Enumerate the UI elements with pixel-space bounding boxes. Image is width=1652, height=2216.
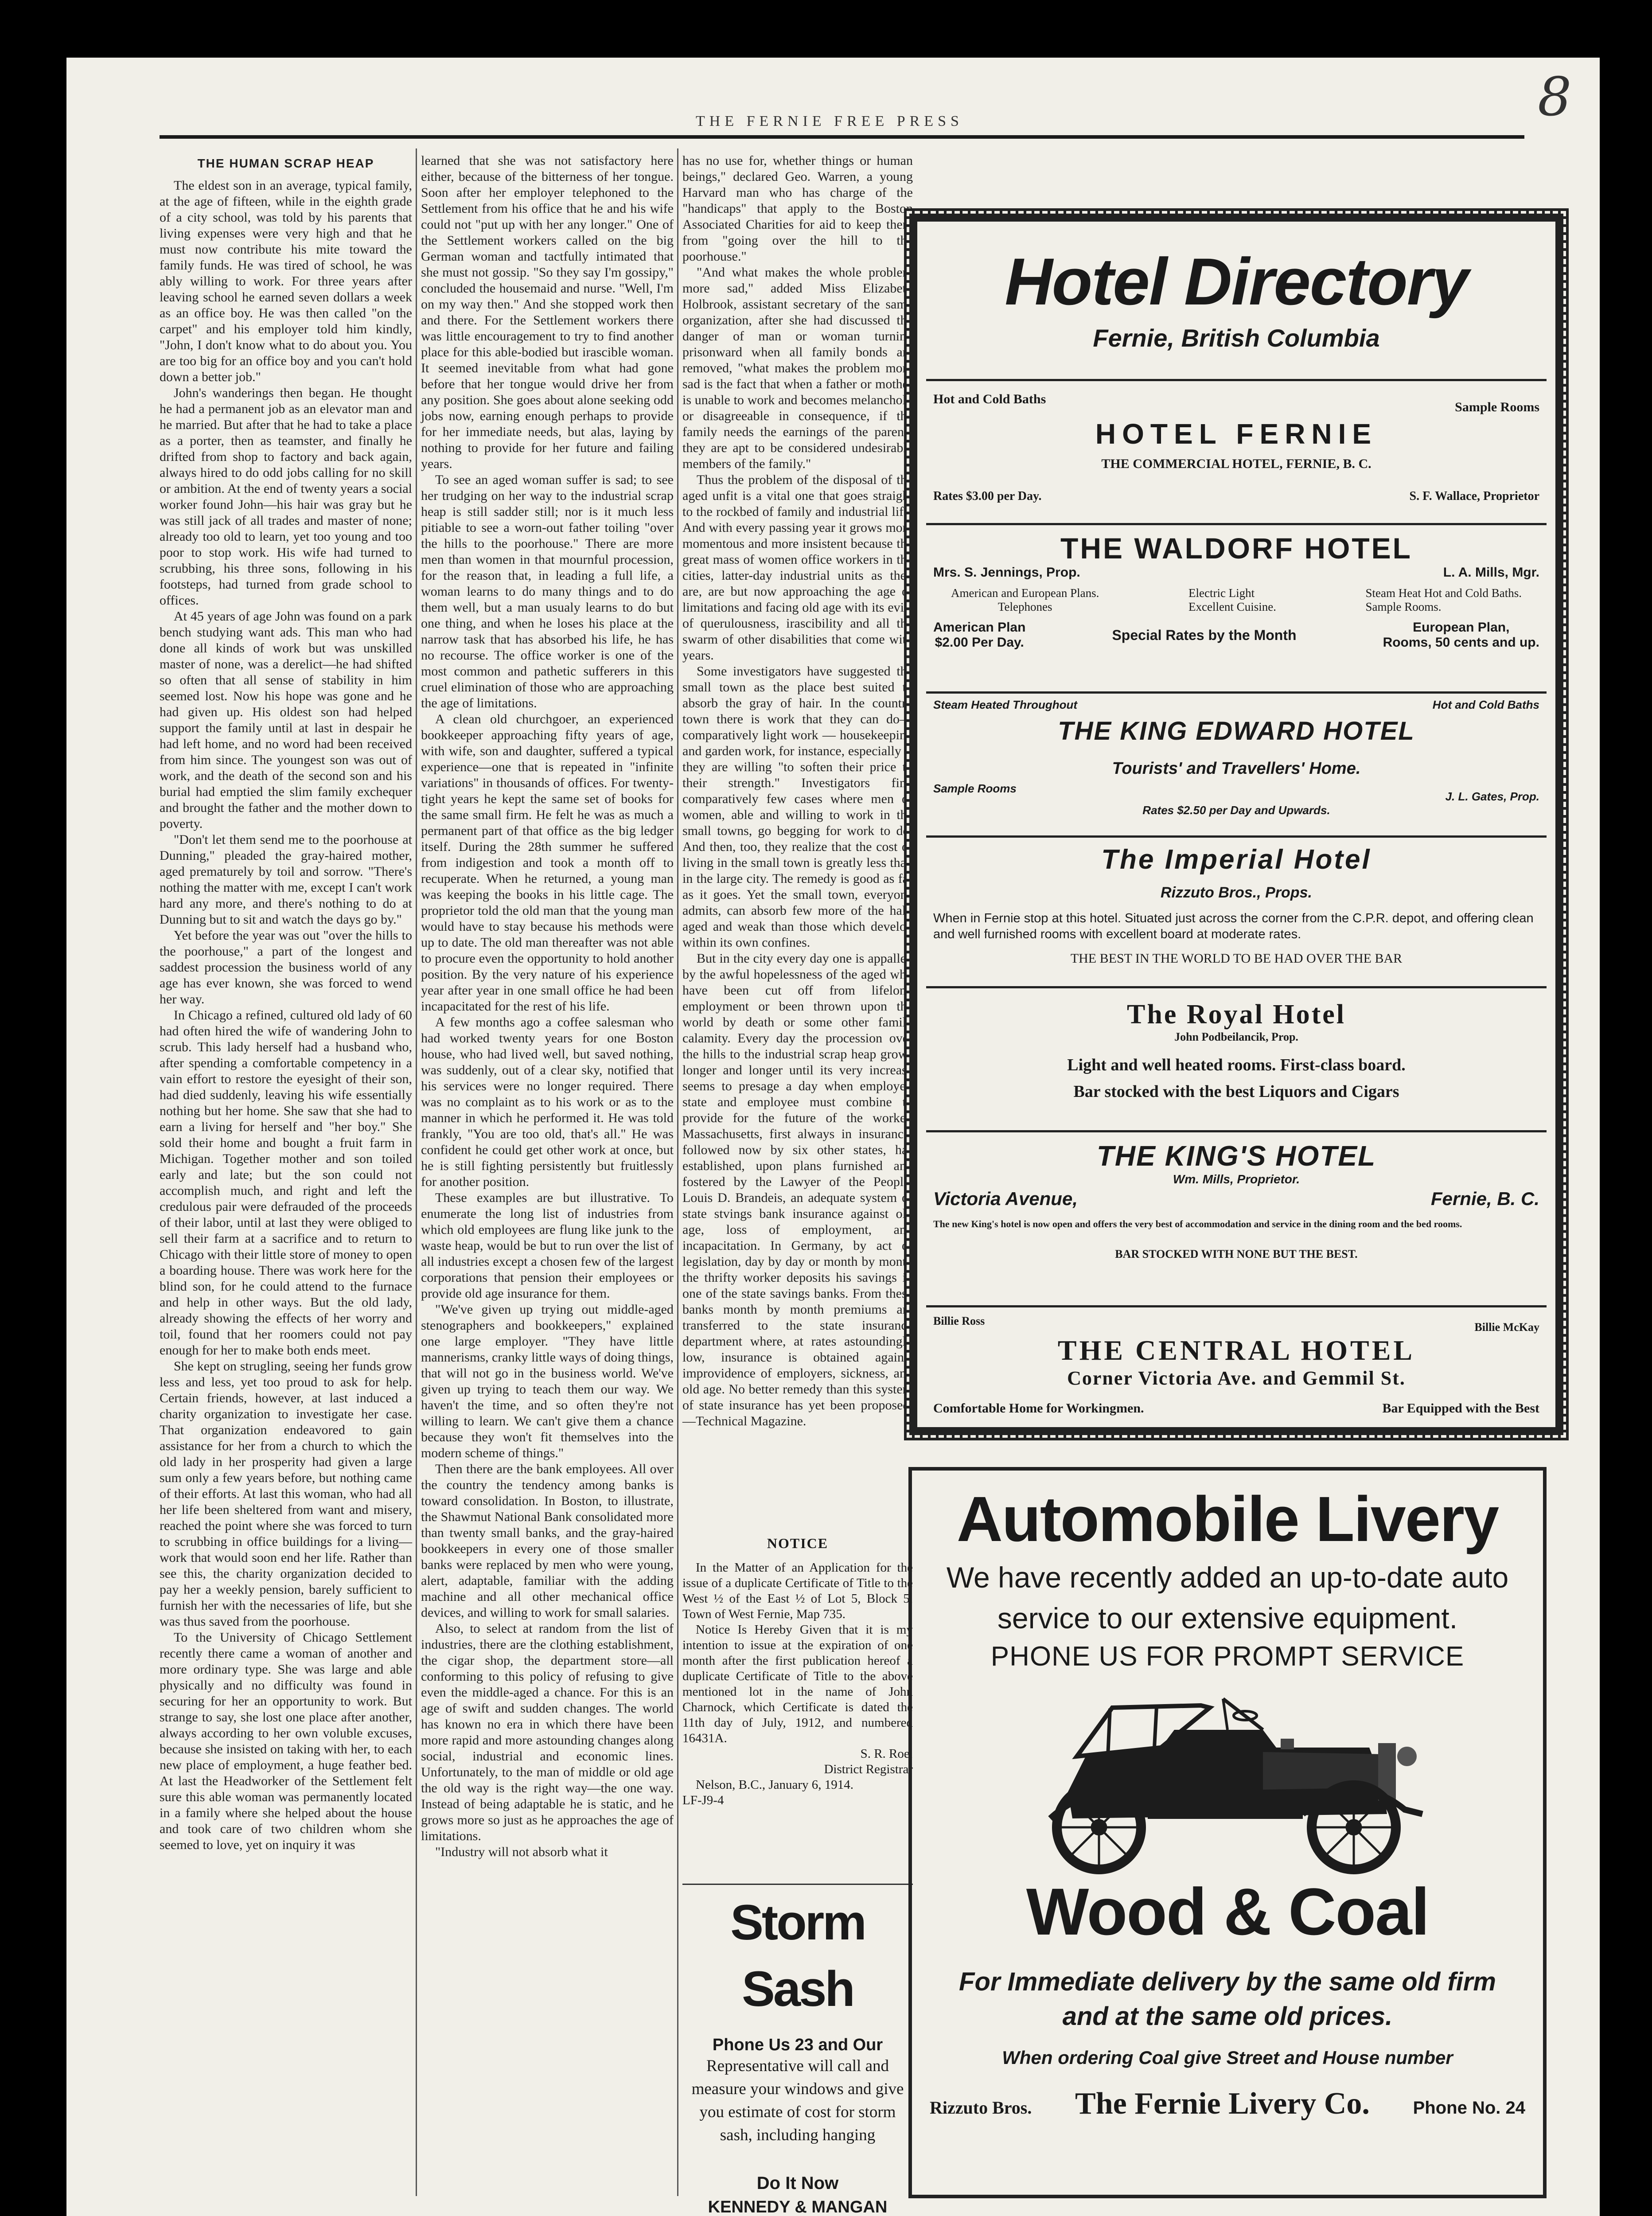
article-paragraph: Some investigators have suggested the small town as the place best suited to absorb the gray of hair. In the country town there is work that they can do—comparatively light work — housekeeping and garden work, for instance, especially if they are willing "to soften their price to their strength." Investigators find comparatively few cases where men or women, able and willing to work in the small towns, go begging for work to do. And then, too, they realize that the cost of living in the small town is greatly less than in the large city. The remedy is good as far as it goes. Yet the small town, everyone admits, can absorb few more of the halt, aged and weak than those which develop within its own confines.: [682, 664, 913, 950]
waldorf-hotel-name: THE WALDORF HOTEL: [1060, 532, 1412, 565]
imperial-slogan: THE BEST IN THE WORLD TO BE HAD OVER THE BAR: [1070, 951, 1403, 966]
notice-signer: S. R. Roe,: [860, 1747, 913, 1761]
column-rule: [416, 148, 417, 2196]
hotel-fernie-baths: Hot and Cold Baths: [933, 392, 1046, 406]
king-edward-tagline: Tourists' and Travellers' Home.: [1112, 759, 1361, 778]
newspaper-page: [66, 58, 1600, 2216]
article-paragraph: At 45 years of age John was found on a park bench studying want ads. This man who had done all kinds of work but was unskilled master of none, was a derelict—he had shifted so often that all sense of stability in him seemed lost. Now his hope was gone and he had given up. His oldest son had helped support the family until at last in despair he had left home, and no word had been received from him since. The youngest son was out of work, and the death of the second son and his burial had emptied the slim family exchequer and brought the father and the mother down to poverty.: [160, 609, 412, 831]
article-paragraph: But in the city every day one is appalled by the awful hopelessness of the aged who have been cut off from lifelong employment or been thrown upon the world by death or some other family calamity. Every day the procession over the hills to the industrial scrap heap grows longer and longer until its very increase seems to presage a day when employer, state and employee must combine to provide for the future of the worker. Massachusetts, first always in insurance, followed now by six other states, has established, upon plans furnished and fostered by the Lawyer of the People, Louis D. Brandeis, an adequate system of state stvings bank insurance against old age, loss of employment, and incapacitation. In Germany, by act of legislation, day by day or month by month the thrifty worker deposits his savings in one of the state savings banks. From these banks month by month premiums are transferred to the state insurance department where, at rates astoundingly low, insurance is obtained against improvidence of employers, sickness, and old age. No better remedy than this system of state insurance has yet been proposed.—Technical Magazine.: [682, 951, 913, 1428]
king-edward-rates: Rates $2.50 per Day and Upwards.: [1142, 804, 1330, 817]
legal-notice: [682, 1536, 913, 1873]
royal-hotel-name: The Royal Hotel: [1127, 999, 1346, 1030]
article-paragraph: learned that she was not satisfactory here either, because of the bitterness of her tongue. Soon after her employer telephoned to the Settlement from his office that he and his wife could not "put up with her any longer." One of the Settlement workers called on the big German woman and tactfully intimated that she must not gossip. "So they say I'm gossipy," concluded the housemaid and nurse. "Well, I'm on my way then." And she stopped work then and there. For the Settlement workers there was little encouragement to try to find another place for this able-bodied but irascible woman. It seemed inevitable from what had gone before that her tongue would drive her from any position. She goes about alone seeking odd jobs now, earning enough perhaps to provide for her immediate needs, but alas, laying by nothing to provide for her future and failing years.: [421, 153, 674, 471]
waldorf-feature: American and European Plans.: [951, 586, 1099, 600]
central-address: Corner Victoria Ave. and Gemmil St.: [1067, 1367, 1406, 1389]
central-owner-left: Billie Ross: [933, 1315, 985, 1327]
kings-description: The new King's hotel is now open and offers the very best of accommodation and service in the dining room and the bed rooms.: [933, 1218, 1462, 1229]
kings-bar: BAR STOCKED WITH NONE BUT THE BEST.: [1115, 1248, 1358, 1260]
imperial-props: Rizzuto Bros., Props.: [1161, 884, 1312, 901]
waldorf-american-price: $2.00 Per Day.: [935, 635, 1024, 650]
article-paragraph: has no use for, whether things or human beings," declared Geo. Warren, a young Harvard man who has charge of the "handicaps" that apply to the Boston Associated Charities for aid to keep them from "going over the hill to the poorhouse.": [682, 153, 913, 264]
storm-sash-cta: Do It Now: [756, 2173, 839, 2193]
wood-coal-heading: Wood & Coal: [1026, 1874, 1429, 1949]
article-column-2: [421, 153, 674, 2200]
column-rule: [677, 148, 678, 2196]
article-paragraph: The eldest son in an average, typical family, at the age of fifteen, while in the eighth grade of a city school, was told by his parents that living expenses were very high and that he must now contribute his mite toward the family funds. He was tired of school, he was ably willing to work. For three years after leaving school he earned seven dollars a week as an office boy. He was then called "on the carpet" and his employer told him kindly, "John, I don't know what to do about you. You are too big for an office boy and you can't hold down a better job.": [160, 178, 412, 384]
waldorf-feature: Electric Light: [1188, 586, 1255, 600]
king-edward-baths: Hot and Cold Baths: [1432, 698, 1539, 711]
article-column-3: [682, 153, 913, 1428]
article-paragraph: She kept on strugling, seeing her funds grow less and less, yet too proud to ask for help. Certain friends, however, at last induced a charity organization to investigate her case. That organization endeavored to gain assistance for her from a church to which the old lady in her prosperity had given a large sum only a few years before, but nothing came of their efforts. At last this woman, who had all her life been sheltered from want and misery, reached the point where she was forced to turn to scrubbing in office buildings for a living—work that would soon end her life. Rather than see this, the charity organization decided to pay her a weekly pension, barely sufficient to furnish her with the necessaries of life, but she was thus saved from the poorhouse.: [160, 1359, 412, 1629]
article-paragraph: To see an aged woman suffer is sad; to see her trudging on her way to the industrial scrap heap is still sadder still; nor is it much less pitiable to see a worn-out father toiling "over the hills to the poorhouse." There are more men than women in that mournful procession, for the reason that, in leading a full life, a woman learns to do many things and to do them well, but a man usualy learns to do but one thing, and when he loses his place at the narrow task that has absorbed his life, he has no recourse. The office worker is one of the most common and pathetic sufferers in this cruel elimination of those who are approaching the age of limitations.: [421, 472, 674, 710]
waldorf-european-price: Rooms, 50 cents and up.: [1383, 635, 1539, 650]
hotel-directory-title: Hotel Directory: [1005, 244, 1468, 319]
header-rule: [160, 135, 1524, 139]
automobile-illustration: [1015, 1681, 1440, 1872]
article-paragraph: A clean old churchgoer, an experienced bookkeeper approaching fifty years of age, with wife, son and daughter, suffered a typical experience—one that is repeated in "infinite variations" in thousands of offices. For twenty-tight years he kept the same set of books for the same small firm. He felt he was as much a permanent part of that office as the big ledger itself. During the 28th summer he suffered from indigestion and took a month off to recuperate. When he returned, a young man was keeping the books in his little cage. The proprietor told the old man that the young man would have to stay because his methods were up to date. The old man thereafter was not able to procure even the opportunity to hold another position. By the very nature of his experience year after year in one small office he had been incapacitated for the rest of his life.: [421, 712, 674, 1014]
hotel-fernie-sample: Sample Rooms: [1455, 400, 1539, 414]
article-paragraph: Also, to select at random from the list of industries, there are the clothing establishment, the cigar shop, the department store—all conforming to this policy of refusing to give even the middle-aged a chance. For this is an age of swift and sudden changes. The world has known no era in which there have been more rapid and more astounding changes along social, industrial and economic lines. Unfortunately, to the man of middle or old age the old way is the right way—the one way. Instead of being adaptable he is static, and he grows more so just as he approaches the age of limitations.: [421, 1621, 674, 1843]
article-paragraph: "And what makes the whole problem more sad," added Miss Elizabeth Holbrook, assistant secretary of the same organization, after she had discussed the danger of man or woman turning prisonward when all family bonds are removed, "what makes the problem more sad is the fact that when a father or mother is unable to work and becomes melancholy or disagreeable in consequence, if the family needs the earnings of the parents they are apt to be considered undesirable members of the family.": [682, 265, 913, 471]
livery-phone-number: Phone No. 24: [1413, 2098, 1525, 2118]
running-head: THE FERNIE FREE PRESS: [696, 113, 963, 129]
article-paragraph: "Industry will not absorb what it: [435, 1845, 608, 1859]
royal-hotel-listing: [926, 986, 1547, 1130]
storm-sash-body: Representative will call and measure your windows and give you estimate of cost for storm sash, including hanging: [691, 2057, 904, 2144]
storm-sash-phone: Phone Us 23 and Our: [712, 2036, 883, 2054]
notice-heading: NOTICE: [767, 1535, 829, 1551]
storm-sash-title: Storm Sash: [730, 1895, 865, 2017]
waldorf-feature: Steam Heat Hot and Cold Baths.: [1365, 586, 1522, 600]
waldorf-european-plan: European Plan,: [1413, 620, 1510, 635]
page-number: 8: [1538, 66, 1572, 128]
livery-delivery-line-1: For Immediate delivery by the same old firm: [959, 1967, 1496, 1996]
waldorf-prop: Mrs. S. Jennings, Prop.: [933, 565, 1080, 580]
article-paragraph: A few months ago a coffee salesman who had worked twenty years for one Boston house, who had lived well, but saved nothing, was suddenly, out of a clear sky, notified that his services were no longer required. There was no complaint as to his work or as to the manner in which he performed it. He was told frankly, "You are too old, that's all." He was confident he could get other work at once, but he is still fighting persistently but fruitlessly for another position.: [421, 1015, 674, 1189]
livery-phone-line: PHONE US FOR PROMPT SERVICE: [990, 1641, 1465, 1672]
king-edward-hotel-listing: [926, 691, 1547, 835]
hotel-directory-ad: [904, 208, 1569, 1440]
central-tagline-right: Bar Equipped with the Best: [1382, 1401, 1539, 1416]
hotel-fernie-proprietor: S. F. Wallace, Proprietor: [1409, 489, 1539, 503]
notice-place-date: Nelson, B.C., January 6, 1914.: [696, 1778, 854, 1792]
imperial-hotel-listing: [926, 835, 1547, 986]
article-paragraph: To the University of Chicago Settlement recently there came a woman of another and more ordinary type. She was large and able physically and no difficulty was found in securing for her an opportunity to work. But strange to say, she lost one place after another, always according to her own voluble excuses, because she insisted on taking with her, to each new place of employment, a huge feather bed. At last the Headworker of the Settlement felt sure this able woman was permanently located in a family where she helped about the house and took care of two children whom she seemed to love, yet on inquiry it was: [160, 1630, 412, 1852]
article-paragraph: Thus the problem of the disposal of the aged unfit is a vital one that goes straight to the rockbed of family and industrial life. And with every passing year it grows more momentous and more insistent because the great mass of women office workers in the cities, latter-day industrial units as they are, are but now approaching the age of limitations and facing old age with its evils of querulousness, irascibility and all the swarm of other disabilities that come with years.: [682, 472, 913, 663]
king-edward-steam: Steam Heated Throughout: [933, 698, 1078, 711]
central-tagline-left: Comfortable Home for Workingmen.: [933, 1401, 1144, 1416]
livery-owner: Rizzuto Bros.: [930, 2098, 1032, 2118]
article-paragraph: Then there are the bank employees. All over the country the tendency among banks is toward consolidation. In Boston, to illustrate, the Shawmut National Bank consolidated more than twenty small banks, and the gray-haired bookkeepers in every one of those smaller banks were replaced by men who were young, alert, adaptable, familiar with the adding machine and all other mechanical office devices, and willing to work for small salaries.: [421, 1462, 674, 1620]
waldorf-mgr: L. A. Mills, Mgr.: [1443, 565, 1539, 580]
article-paragraph: John's wanderings then began. He thought he had a permanent job as an elevator man and he married. But after that he had to take a place as a porter, then as teamster, and finally he drifted from shop to factory and back again, always hired to do odd jobs calling for no skill or ambition. At the end of twenty years a social worker found John—his hair was gray but he was still jack of all trades and master of none; already too old to learn, yet too young and too poor to stop work. His wife had turned to scrubbing, his three sons, following in his footsteps, had turned from grade school to offices.: [160, 386, 412, 608]
waldorf-feature: Sample Rooms.: [1365, 600, 1442, 613]
imperial-hotel-name: The Imperial Hotel: [1101, 844, 1371, 875]
notice-paragraph: Notice Is Hereby Given that it is my intention to issue at the expiration of one month after the first publication hereof a duplicate Certificate of Title to the above mentioned lot in the name of John Charnock, which Certificate is dated the 11th day of July, 1912, and numbered 16431A.: [682, 1623, 913, 1745]
waldorf-feature: Excellent Cuisine.: [1188, 600, 1276, 613]
notice-signer-title: District Registrar: [824, 1762, 913, 1776]
waldorf-hotel-listing: [926, 523, 1547, 691]
waldorf-feature: Telephones: [997, 600, 1052, 613]
imperial-description: When in Fernie stop at this hotel. Situated just across the corner from the C.P.R. depot, and offering clean and well furnished rooms with excellent board at moderate rates.: [933, 911, 1534, 941]
livery-line-1: We have recently added an up-to-date auto: [946, 1561, 1509, 1594]
storm-sash-ad: [682, 1884, 913, 2216]
hotel-directory-subtitle: Fernie, British Columbia: [1093, 324, 1380, 352]
king-edward-sample: Sample Rooms: [933, 782, 1017, 795]
automobile-livery-ad: [908, 1467, 1547, 2198]
waldorf-special-rates: Special Rates by the Month: [1112, 627, 1297, 643]
kings-street: Victoria Avenue,: [933, 1188, 1078, 1209]
king-edward-prop: J. L. Gates, Prop.: [1445, 790, 1539, 803]
royal-bar: Bar stocked with the best Liquors and Cigars: [1073, 1082, 1399, 1101]
livery-line-2: service to our extensive equipment.: [997, 1602, 1458, 1635]
kings-hotel-listing: [926, 1130, 1547, 1305]
livery-title: Automobile Livery: [956, 1483, 1499, 1555]
livery-delivery-line-2: and at the same old prices.: [1062, 2002, 1393, 2031]
article-paragraph: "We've given up trying out middle-aged stenographers and bookkeepers," explained one large employer. "They have little mannerisms, cranky little ways of doing things, that will not go in the business world. We've given up trying to teach them our way. We haven't the time, and so often they're not willing to learn. We can't give them a chance because they won't fit themselves into the modern scheme of things.": [421, 1302, 674, 1460]
article-paragraph: Yet before the year was out "over the hills to the poorhouse," a part of the longest and saddest procession the business world of any age has ever known, she was forced to wend her way.: [160, 928, 412, 1007]
central-hotel-listing: [926, 1305, 1547, 1436]
hotel-fernie-tagline: THE COMMERCIAL HOTEL, FERNIE, B. C.: [1101, 456, 1371, 471]
central-owner-right: Billie McKay: [1474, 1321, 1539, 1334]
royal-prop: John Podbeilancik, Prop.: [1174, 1030, 1298, 1043]
kings-hotel-name: THE KING'S HOTEL: [1096, 1140, 1376, 1172]
king-edward-hotel-name: THE KING EDWARD HOTEL: [1058, 717, 1415, 745]
royal-rooms: Light and well heated rooms. First-class board.: [1067, 1056, 1406, 1074]
article-paragraph: These examples are but illustrative. To enumerate the long list of industries from which old employees are flung like junk to the waste heap, would be but to run over the list of all industries except a chosen few of the largest corporations that pension their employees or provide old age insurance for them.: [421, 1190, 674, 1301]
kings-town: Fernie, B. C.: [1430, 1188, 1539, 1209]
notice-code: LF-J9-4: [682, 1793, 724, 1807]
livery-firm-name: The Fernie Livery Co.: [1075, 2087, 1370, 2121]
central-hotel-name: THE CENTRAL HOTEL: [1057, 1334, 1415, 1366]
article-column-1: [160, 153, 412, 2200]
storm-sash-firm: KENNEDY & MANGAN: [708, 2198, 888, 2216]
hotel-fernie-name: HOTEL FERNIE: [1095, 418, 1378, 450]
livery-order-note: When ordering Coal give Street and House number: [1002, 2047, 1453, 2068]
article-paragraph: "Don't let them send me to the poorhouse at Dunning," pleaded the gray-haired mother, aged prematurely by toil and sorrow. "There's nothing the matter with me, except I can't work hard any more, and there's nothing to do at Dunning but to sit and watch the days go by.": [160, 832, 412, 927]
article-title: THE HUMAN SCRAP HEAP: [197, 156, 374, 170]
kings-prop: Wm. Mills, Proprietor.: [1173, 1172, 1300, 1186]
notice-paragraph: In the Matter of an Application for the issue of a duplicate Certificate of Title to the West ½ of the East ½ of Lot 5, Block 5, Town of West Fernie, Map 735.: [682, 1561, 913, 1621]
waldorf-american-plan: American Plan: [933, 620, 1026, 635]
hotel-fernie-listing: [926, 379, 1547, 523]
article-paragraph: In Chicago a refined, cultured old lady of 60 had often hired the wife of wandering John to scrub. This lady herself had a husband who, after spending a comfortable competency in a vain effort to restore the eyesight of their son, had died suddenly, leaving his wife essentially nothing but her home. She saw that she had to earn a living for herself and "her boy." She sold their home and bought a fruit farm in Michigan. Together mother and son toiled early and late; but the son could not accomplish much, and right and left the credulous pair were defrauded of the proceeds of their labor, until at last they were obliged to sell their farm at a sacrifice and to return to Chicago with their little store of money to open a boarding house. There was work here for the blind son, for he could attend to the furnace and help in other ways. But the old lady, already showing the effects of her worry and toil, found that her roomers could not pay enough for her to make both ends meet.: [160, 1008, 412, 1358]
hotel-fernie-rates: Rates $3.00 per Day.: [933, 489, 1042, 503]
